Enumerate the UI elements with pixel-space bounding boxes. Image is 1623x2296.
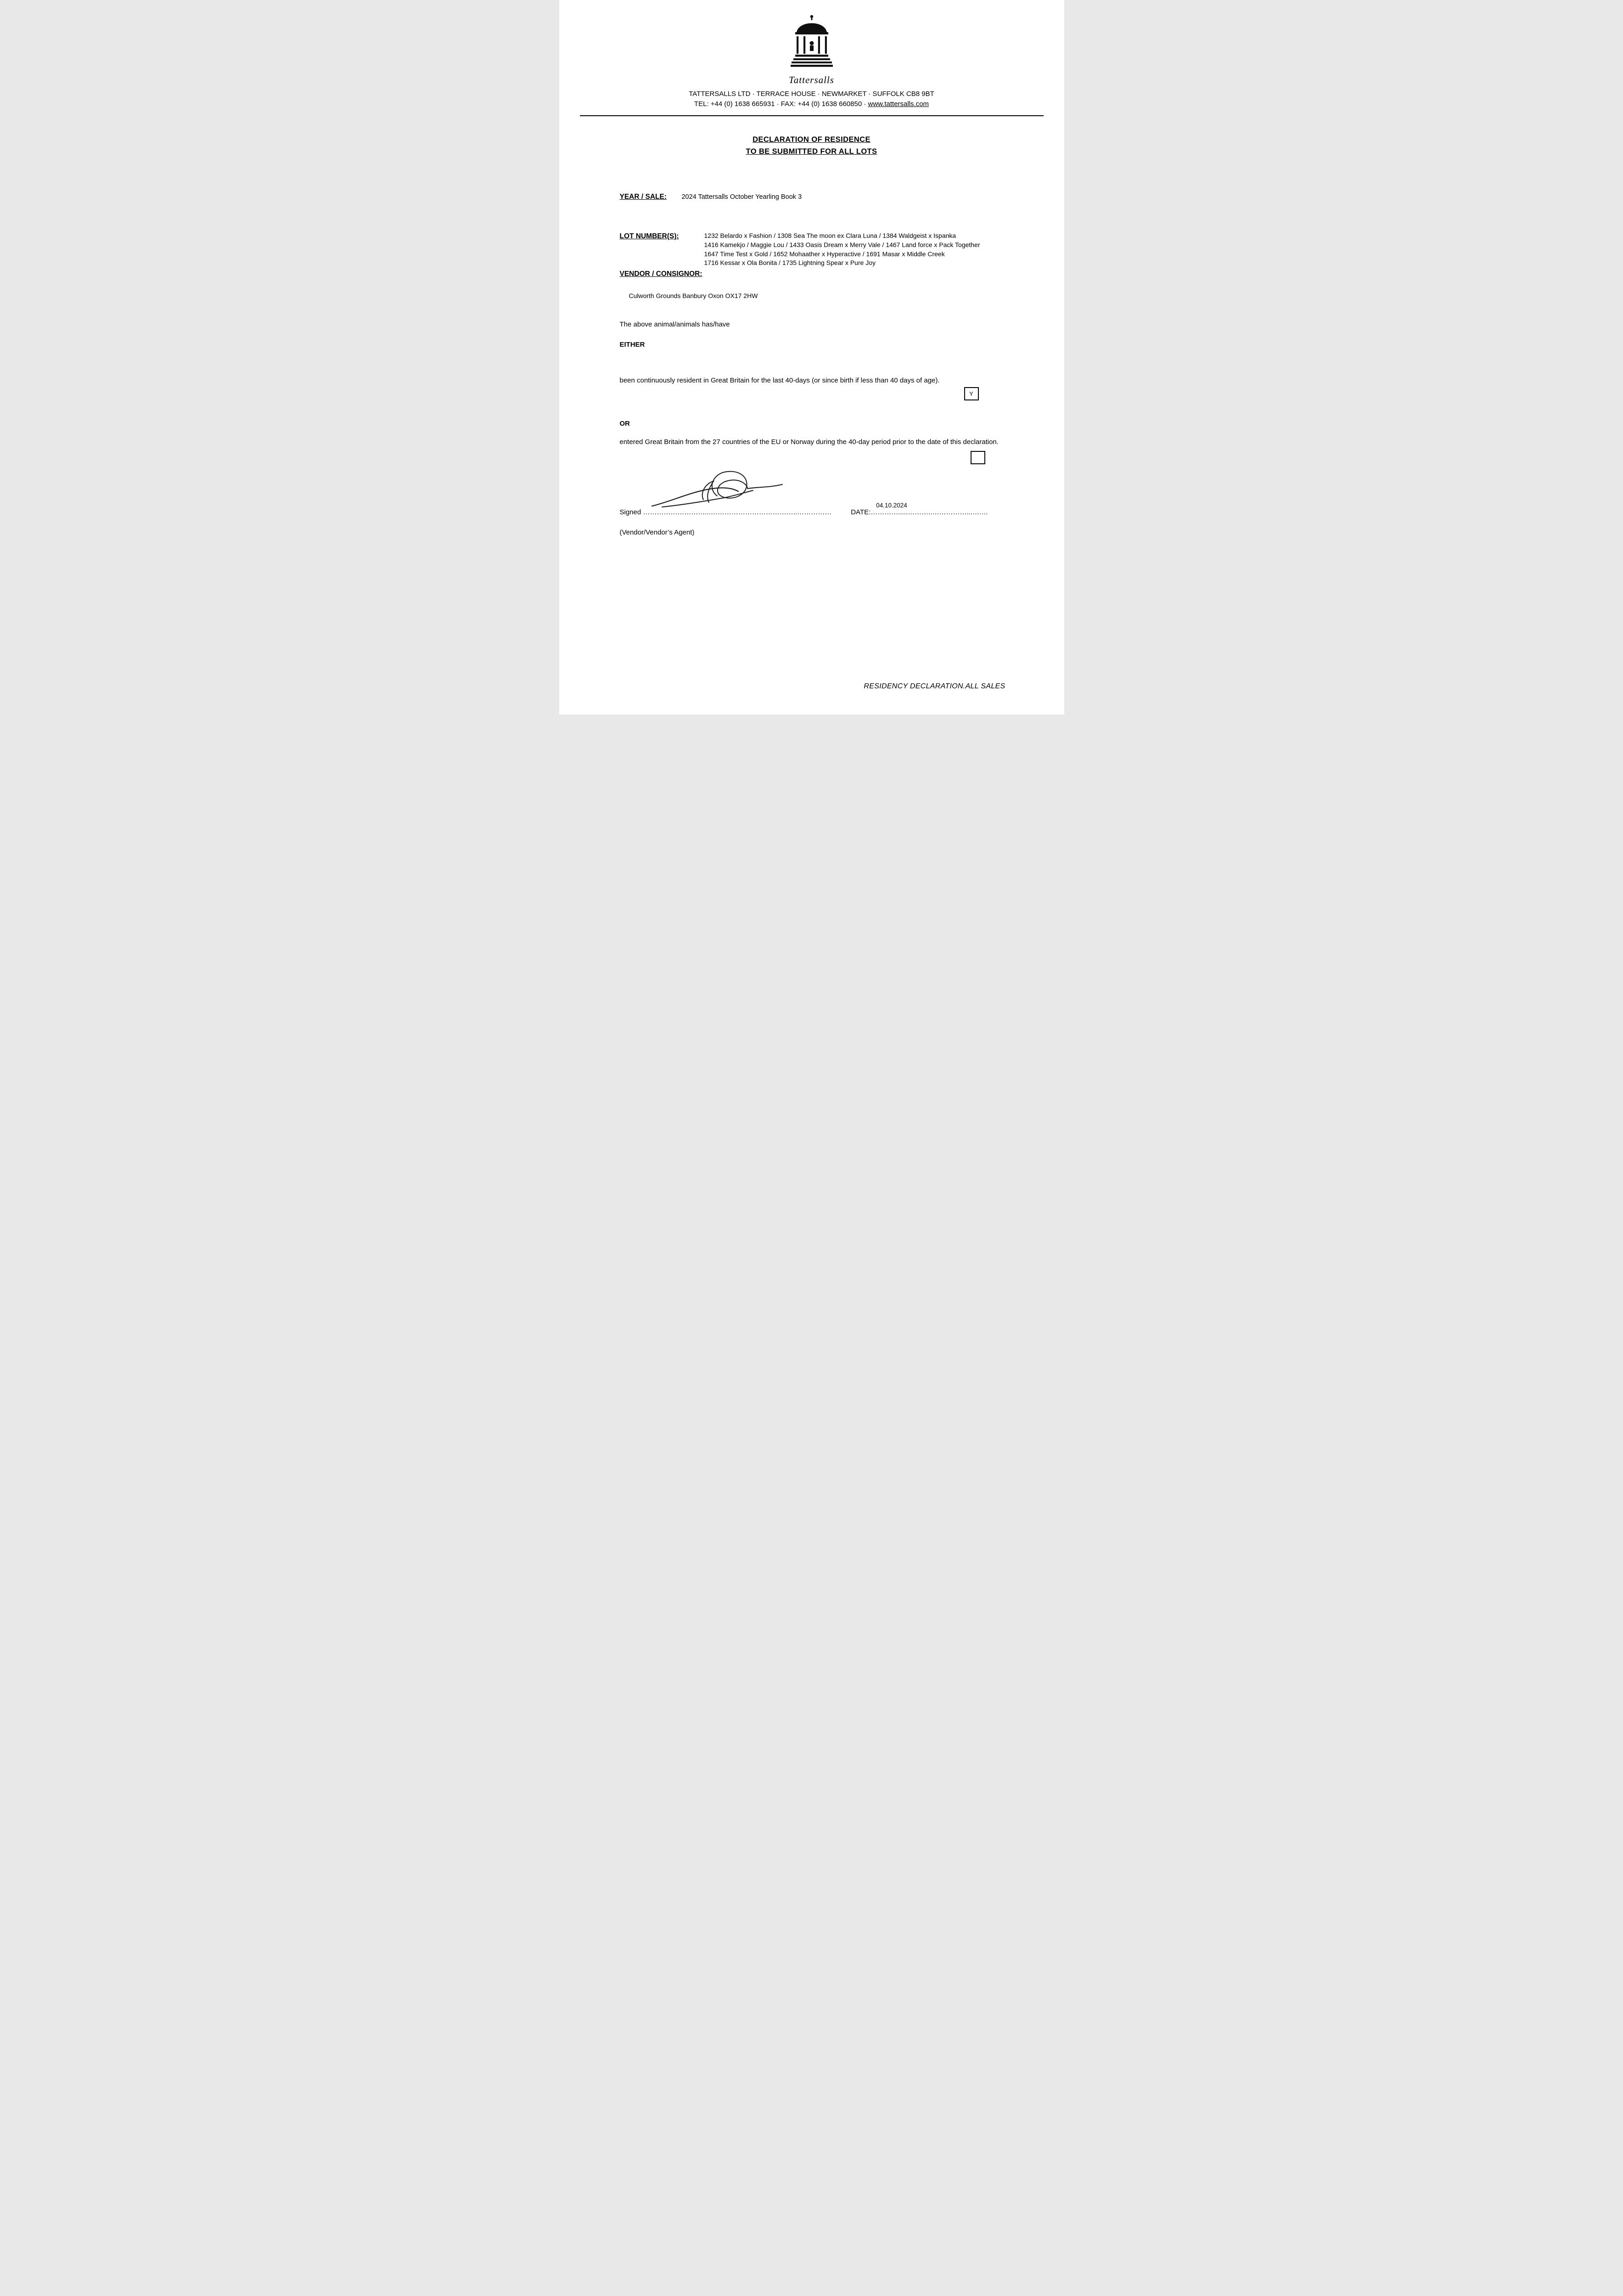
contact-line <box>559 100 1064 108</box>
either-clause-text: been continuously resident in Great Britain for the last 40-days (or since birth if less than 40 days of age). <box>619 377 940 385</box>
title-line-1: DECLARATION OF RESIDENCE <box>753 135 870 144</box>
document-header <box>559 0 1064 116</box>
tattersalls-rotunda-logo-icon <box>791 14 833 73</box>
header-divider <box>580 115 1044 116</box>
or-label: OR <box>619 419 630 428</box>
resident-checkbox[interactable]: Y <box>964 387 979 400</box>
lot-line: 1232 Belardo x Fashion / 1308 Sea The moon ex Clara Luna / 1384 Waldgeist x Ispanka <box>704 231 956 239</box>
website-link[interactable]: www.tattersalls.com <box>868 100 929 108</box>
either-label: EITHER <box>619 341 645 349</box>
brand-name: Tattersalls <box>789 74 834 85</box>
vendor-consignor-value: Culworth Grounds Banbury Oxon OX17 2HW <box>629 292 758 300</box>
date-label: DATE:………….....………..……………...….… <box>851 508 988 516</box>
lot-numbers-value <box>704 231 1009 268</box>
lot-line: 1716 Kessar x Ola Bonita / 1735 Lightning Spear x Pure Joy <box>704 259 876 267</box>
lot-line: 1647 Time Test x Gold / 1652 Mohaather x Hyperactive / 1691 Masar x Middle Creek <box>704 250 945 258</box>
or-checkbox-row <box>620 447 1009 464</box>
year-sale-row <box>620 193 1009 201</box>
year-sale-value: 2024 Tattersalls October Yearling Book 3 <box>681 193 802 201</box>
lot-line: 1416 Kamekjo / Maggie Lou / 1433 Oasis Dream x Merry Vale / 1467 Land force x Pack Together <box>704 241 980 248</box>
title-line-2: TO BE SUBMITTED FOR ALL LOTS <box>746 147 877 156</box>
intro-text: The above animal/animals has/have <box>619 321 730 329</box>
declaration-of-residence-document <box>559 0 1064 715</box>
or-clause-text: entered Great Britain from the 27 countries of the EU or Norway during the 40-day period prior to the date of this declaration. <box>619 438 999 446</box>
date-value: 04.10.2024 <box>876 501 907 509</box>
either-checkbox-row <box>620 386 1009 400</box>
vendor-agent-note: (Vendor/Vendor’s Agent) <box>619 528 695 536</box>
vendor-consignor-label: VENDOR / CONSIGNOR: <box>619 270 702 278</box>
company-address: TATTERSALLS LTD · TERRACE HOUSE · NEWMARKET · SUFFOLK CB8 9BT <box>689 90 934 98</box>
signature-row <box>619 501 1009 516</box>
entered-gb-checkbox[interactable] <box>971 451 985 464</box>
date-field <box>851 501 988 516</box>
form-content <box>620 193 1009 536</box>
lot-numbers-label: LOT NUMBER(S): <box>619 232 679 240</box>
lot-numbers-block <box>620 231 1009 300</box>
handwritten-signature <box>648 469 786 512</box>
document-title <box>559 134 1064 158</box>
signed-label: Signed ………………………...………………………………..…………… <box>619 508 832 516</box>
year-sale-label: YEAR / SALE: <box>619 192 667 201</box>
contact-numbers: TEL: +44 (0) 1638 665931 · FAX: +44 (0) 1638 660850 · <box>694 100 868 108</box>
footer-text: RESIDENCY DECLARATION.ALL SALES <box>864 682 1005 690</box>
